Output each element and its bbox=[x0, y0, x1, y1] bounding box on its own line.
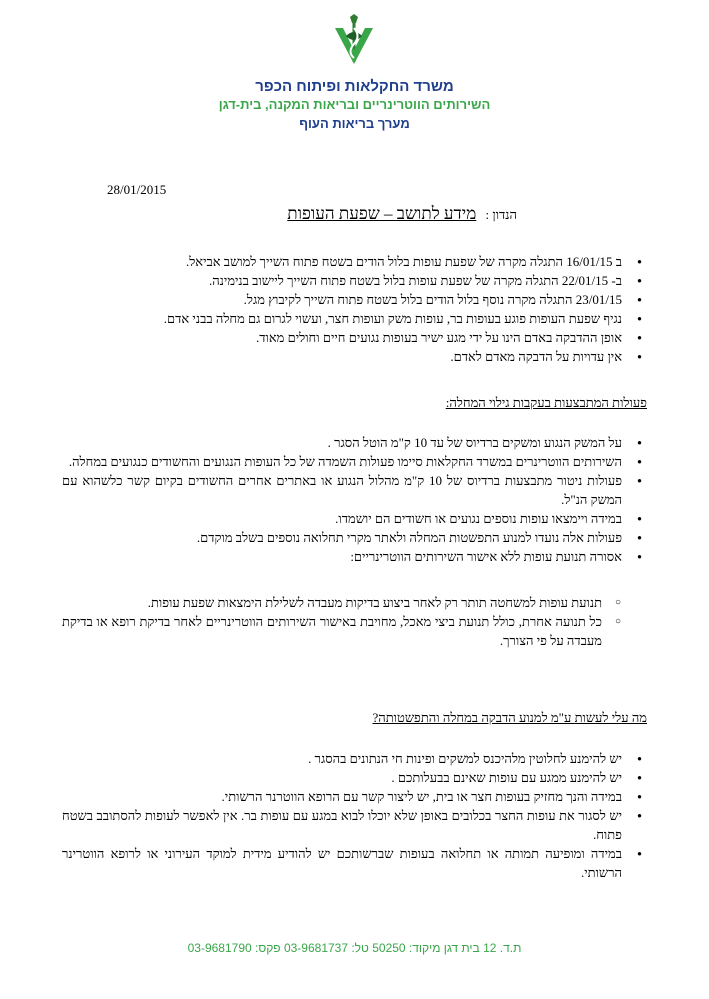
list-item: ● על המשק הנגוע ומשקים ברדיוס של עד 10 ק"מ הוטל הסגר . bbox=[62, 433, 647, 452]
ministry-logo-icon bbox=[331, 14, 377, 66]
services-title: השירותים הווטרינריים ובריאות המקנה, בית-דגן bbox=[218, 97, 491, 112]
list-item: ● אופן ההדבקה באדם הינו על ידי מגע ישיר בעופות נגועים חיים וחולים מאוד. bbox=[62, 328, 647, 347]
list-item: ● ב- 22/01/15 התגלה מקרה של שפעת עופות בלול בשטח פתוח השייך ליישוב בנימינה. bbox=[62, 271, 647, 290]
list-item: ● במידה ומופיעה תמותה או תחלואה בעופות שברשותכם יש להודיע מידית למוקד העירוני או לרופא הווטרינר הרשותי. bbox=[62, 844, 647, 882]
prevention-heading: מה עלי לעשות ע"מ למנוע הדבקה במחלה והתפשטותה? bbox=[372, 710, 647, 725]
actions-sublist bbox=[62, 593, 647, 650]
list-item: ● במידה ויימצאו עופות נוספים נגועים או חשודים הם יושמדו. bbox=[62, 509, 647, 528]
subject-line bbox=[287, 204, 517, 224]
list-item: ● יש לסגור את עופות החצר בכלובים באופן שלא יוכלו לבוא במגע עם עופות בר. אין לאפשר לעופות להסתובב בשטח פתוח. bbox=[62, 806, 647, 844]
subject-label: הנדון : bbox=[485, 207, 517, 222]
intro-list bbox=[62, 252, 647, 366]
list-item: ● יש להימנע לחלוטין מלהיכנס למשקים ופינות חי הנתונים בהסגר . bbox=[62, 749, 647, 768]
list-item: ● יש להימנע ממגע עם עופות שאינם בבעלותכם . bbox=[62, 768, 647, 787]
actions-list bbox=[62, 433, 647, 566]
department-title: מערך בריאות העוף bbox=[299, 116, 410, 131]
footer-contact: ת.ד. 12 בית דגן מיקוד: 50250 טל: 03-9681737 פקס: 03-9681790 bbox=[187, 941, 522, 955]
list-item: ● ב 16/01/15 התגלה מקרה של שפעת עופות בלול הודים בשטח פתוח השייך למושב אביאל. bbox=[62, 252, 647, 271]
list-item: ● השירותים הווטרינרים במשרד החקלאות סיימו פעולות השמדה של כל העופות הנגועים והחשודים כנגועים במחלה. bbox=[62, 452, 647, 471]
ministry-title: משרד החקלאות ופיתוח הכפר bbox=[255, 78, 454, 95]
list-item: ● במידה והנך מחזיק בעופות חצר או בית, יש ליצור קשר עם הרופא הווטרנר הרשותי. bbox=[62, 787, 647, 806]
list-item: ○ תנועת עופות למשחטה תותר רק לאחר ביצוע בדיקות מעבדה לשלילת הימצאות שפעת עופות. bbox=[62, 593, 647, 612]
list-item: ● פעולות אלה נועדו למנוע התפשטות המחלה ולאתר מקרי תחלואה נוספים בשלב מוקדם. bbox=[62, 528, 647, 547]
prevention-list bbox=[62, 749, 647, 882]
list-item: ● 23/01/15 התגלה מקרה נוסף בלול הודים בלול בשטח פתוח השייך לקיבוץ מגל. bbox=[62, 290, 647, 309]
list-item: ● אסורה תנועת עופות ללא אישור השירותים הווטרינריים: bbox=[62, 547, 647, 566]
actions-heading: פעולות המתבצעות בעקבות גילוי המחלה: bbox=[445, 395, 647, 410]
list-item: ● אין עדויות על הדבקה מאדם לאדם. bbox=[62, 347, 647, 366]
list-item: ● נגיף שפעת העופות פוגע בעופות בר, עופות משק ועופות חצר, ועשוי לגרום גם מחלה בבני אדם. bbox=[62, 309, 647, 328]
list-item: ● פעולות ניטור מתבצעות ברדיוס של 10 ק"מ מהלול הנגוע או באתרים אחרים החשודים בקיום קשר כלשהוא עם המשק הנ"ל. bbox=[62, 471, 647, 509]
document-date: 28/01/2015 bbox=[107, 182, 167, 197]
list-item: ○ כל תנועה אחרת, כולל תנועת ביצי מאכל, מחויבת באישור השירותים הווטרינריים לאחר בדיקת רופא או בדיקת מעבדה על פי הצורך. bbox=[62, 612, 647, 650]
subject-title: מידע לתושב – שפעת העופות bbox=[287, 204, 477, 223]
